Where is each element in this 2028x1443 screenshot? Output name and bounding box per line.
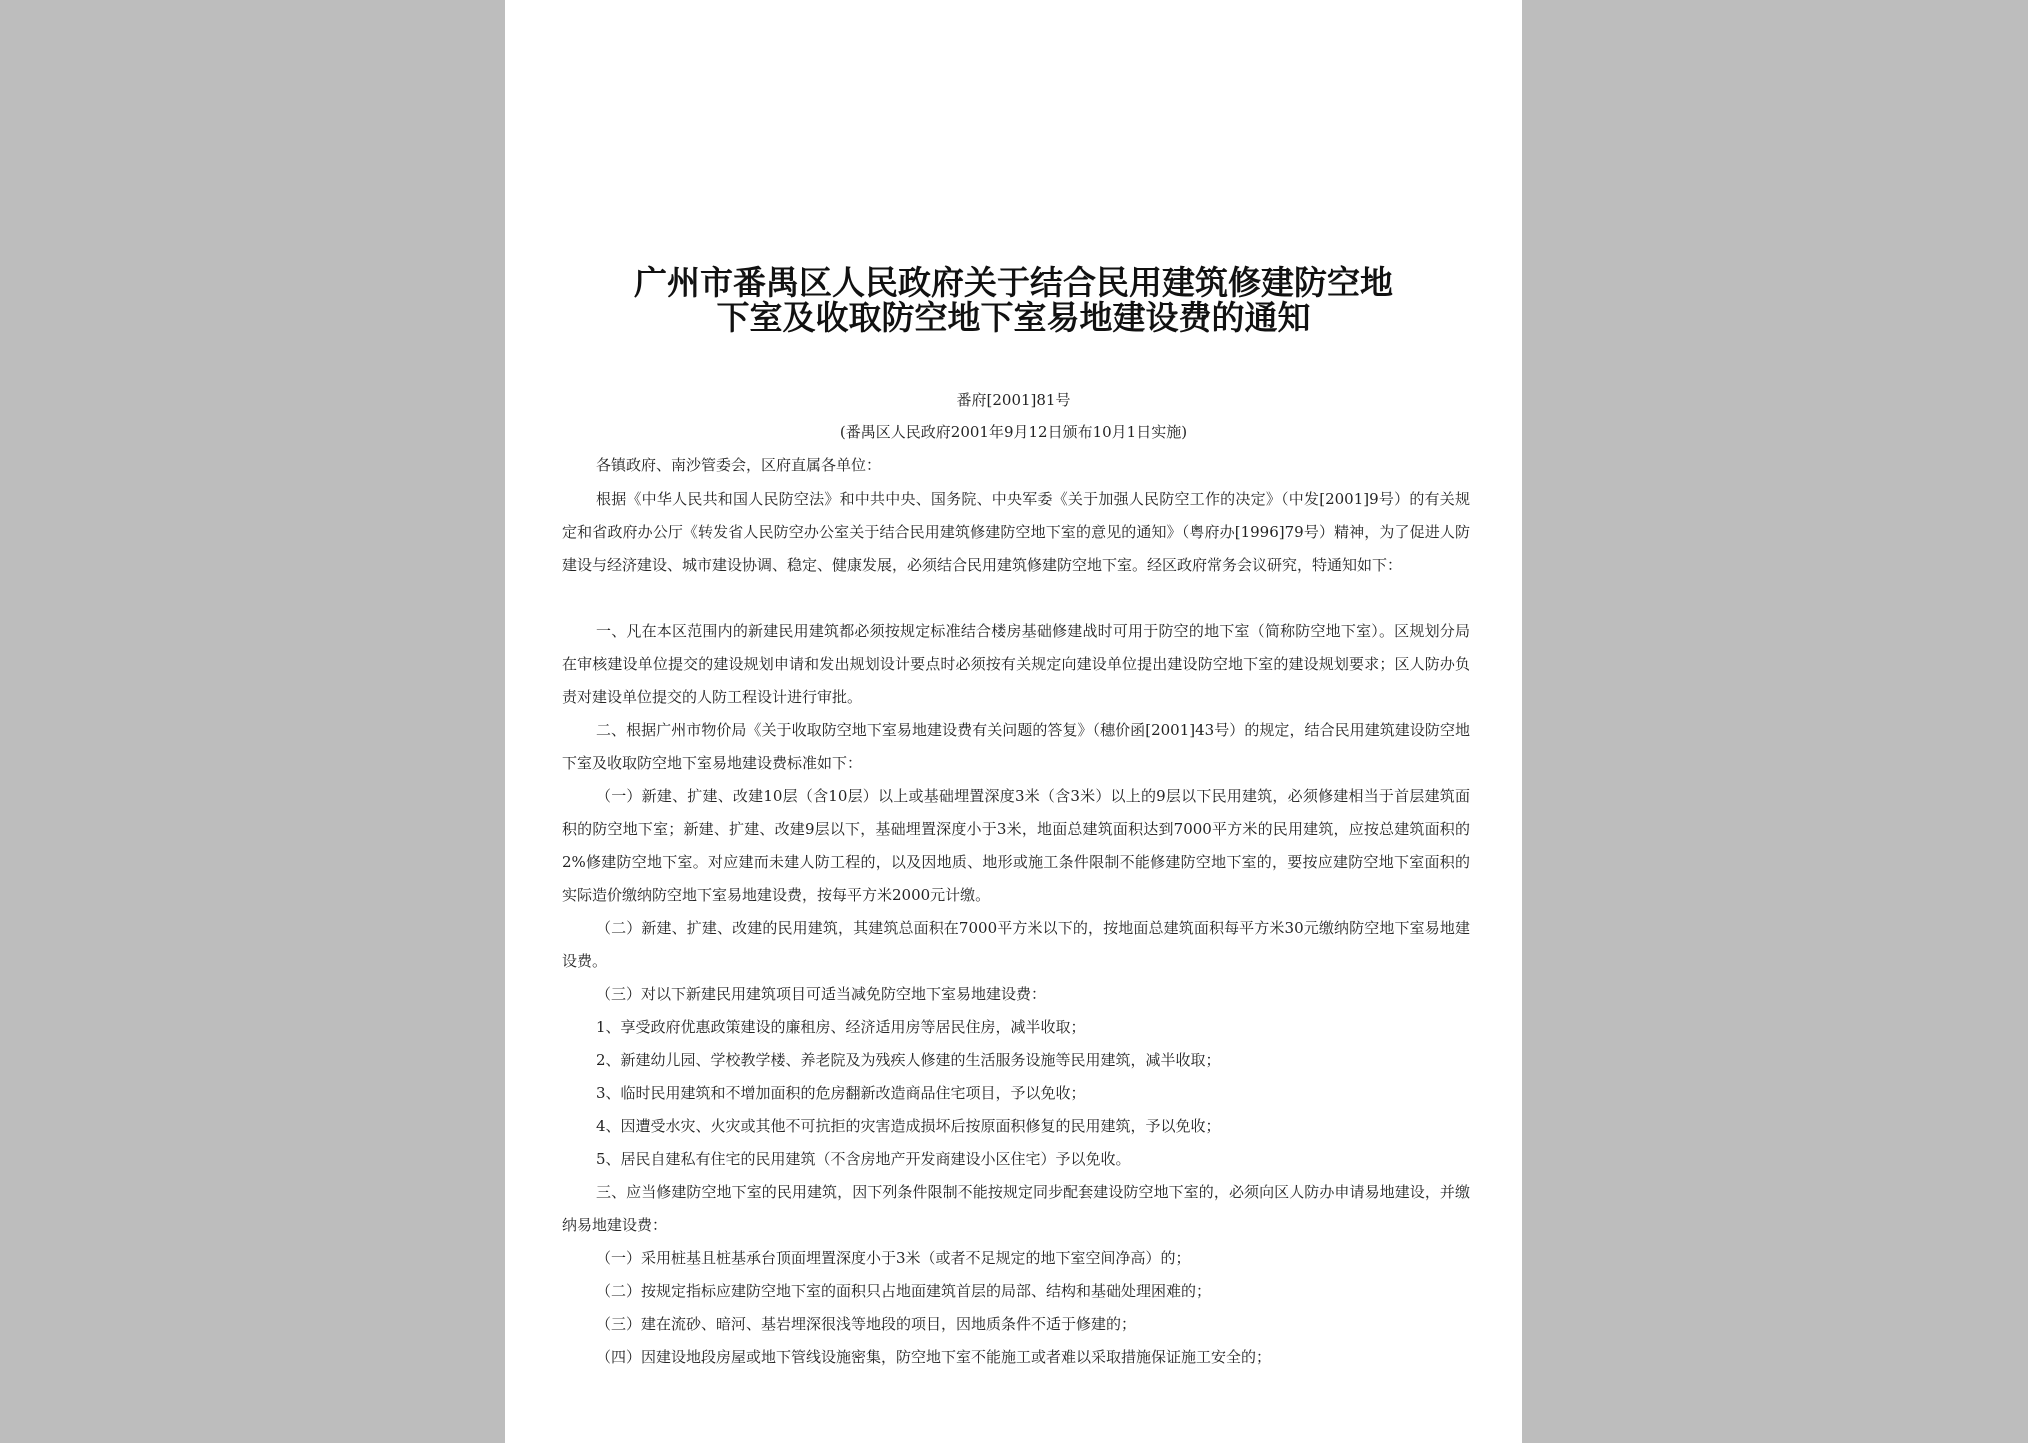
- document-page: [505, 0, 1522, 1443]
- document-number: 番府[2001]81号: [956, 391, 1071, 409]
- paragraph-item-3-2: （二）按规定指标应建防空地下室的面积只占地面建筑首层的局部、结构和基础处理困难的；: [596, 1282, 1212, 1300]
- paragraph-item-3-3: （三）建在流砂、暗河、基岩埋深很浅等地段的项目，因地质条件不适于修建的；: [596, 1315, 1137, 1333]
- paragraph-intro: 根据《中华人民共和国人民防空法》和中共中央、国务院、中央军委《关于加强人民防空工作的决定》（中发[2001]9号）的有关规定和省政府办公厅《转发省人民防空办公室关于结合民用建筑修建防空地下室的意见的通知》（粤府办[1996]79号）精神，为了促进人防建设与经济建设、城市建设协调、稳定、健康发展，必须结合民用建筑修建防空地下室。经区政府常务会议研究，特通知如下：: [562, 490, 1470, 574]
- issue-note: (番禺区人民政府2001年9月12日颁布10月1日实施): [839, 423, 1188, 441]
- list-item-5: 5、居民自建私有住宅的民用建筑（不含房地产开发商建设小区住宅）予以免收。: [596, 1150, 1131, 1168]
- paragraph-item-3-4: （四）因建设地段房屋或地下管线设施密集，防空地下室不能施工或者难以采取措施保证施工安全的；: [596, 1348, 1272, 1366]
- paragraph-item-2-2: （二）新建、扩建、改建的民用建筑，其建筑总面积在7000平方米以下的，按地面总建筑面积每平方米30元缴纳防空地下室易地建设费。: [562, 919, 1470, 970]
- document-title-line-2: 下室及收取防空地下室易地建设费的通知: [716, 298, 1311, 337]
- addressee: 各镇政府、南沙管委会，区府直属各单位：: [596, 456, 882, 474]
- list-item-2: 2、新建幼儿园、学校教学楼、养老院及为残疾人修建的生活服务设施等民用建筑，减半收取；: [596, 1051, 1221, 1069]
- list-item-4: 4、因遭受水灾、火灾或其他不可抗拒的灾害造成损坏后按原面积修复的民用建筑，予以免收；: [596, 1117, 1221, 1135]
- paragraph-section-2: 二、根据广州市物价局《关于收取防空地下室易地建设费有关问题的答复》（穗价函[2001]43号）的规定，结合民用建筑建设防空地下室及收取防空地下室易地建设费标准如下：: [562, 721, 1470, 772]
- paragraph-item-2-1: （一）新建、扩建、改建10层（含10层）以上或基础埋置深度3米（含3米）以上的9层以下民用建筑，必须修建相当于首层建筑面积的防空地下室；新建、扩建、改建9层以下，基础埋置深度小于3米，地面总建筑面积达到7000平方米的民用建筑，应按总建筑面积的2%修建防空地下室。对应建而未建人防工程的，以及因地质、地形或施工条件限制不能修建防空地下室的，要按应建防空地下室面积的实际造价缴纳防空地下室易地建设费，按每平方米2000元计缴。: [562, 787, 1470, 904]
- list-item-1: 1、享受政府优惠政策建设的廉租房、经济适用房等居民住房，减半收取；: [596, 1018, 1086, 1036]
- paragraph-item-3-1: （一）采用桩基且桩基承台顶面埋置深度小于3米（或者不足规定的地下室空间净高）的；: [596, 1249, 1191, 1267]
- paragraph-section-3: 三、应当修建防空地下室的民用建筑，因下列条件限制不能按规定同步配套建设防空地下室的，必须向区人防办申请易地建设，并缴纳易地建设费：: [562, 1183, 1470, 1234]
- paragraph-section-1: 一、凡在本区范围内的新建民用建筑都必须按规定标准结合楼房基础修建战时可用于防空的地下室（简称防空地下室）。区规划分局在审核建设单位提交的建设规划申请和发出规划设计要点时必须按有关规定向建设单位提出建设防空地下室的建设规划要求；区人防办负责对建设单位提交的人防工程设计进行审批。: [562, 622, 1470, 706]
- document-title-line-1: 广州市番禺区人民政府关于结合民用建筑修建防空地: [634, 263, 1393, 302]
- paragraph-item-2-3: （三）对以下新建民用建筑项目可适当减免防空地下室易地建设费：: [596, 985, 1047, 1003]
- list-item-3: 3、临时民用建筑和不增加面积的危房翻新改造商品住宅项目，予以免收；: [596, 1084, 1086, 1102]
